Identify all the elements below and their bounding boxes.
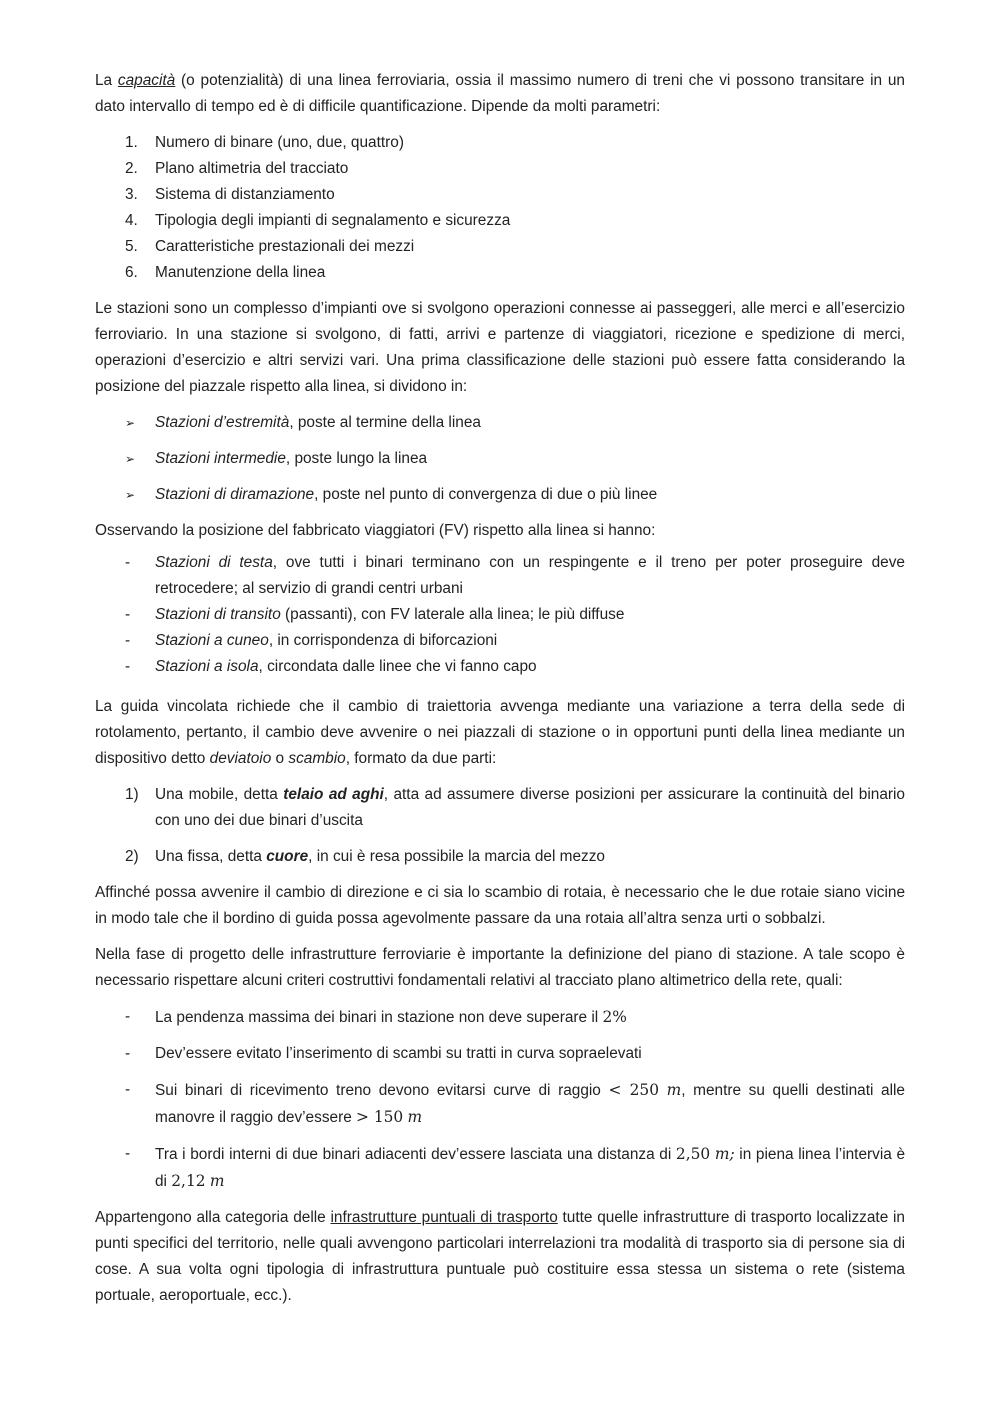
fv-paragraph: Osservando la posizione del fabbricato viaggiatori (FV) rispetto alla linea si hanno: (95, 522, 656, 539)
station-term: Stazioni d’estremità (155, 414, 290, 431)
list-item (95, 410, 905, 436)
text: , formato da due parti: (345, 750, 497, 767)
list-text: La pendenza massima dei binari in stazione non deve superare il (155, 1009, 603, 1026)
direction-change-paragraph: Affinché possa avvenire il cambio di direzione e ci sia lo scambio di rotaia, è necessario che le due rotaie siano vicine in modo tale che il bordino di guida possa agevolmente passare da una rotaia all’altra senza urti o sobbalzi. (95, 884, 905, 927)
list-text: (passanti), con FV laterale alla linea; le più diffuse (280, 606, 625, 623)
design-paragraph: Nella fase di progetto delle infrastrutture ferroviarie è importante la definizione del piano di stazione. A tale scopo è necessario rispettare alcuni criteri costruttivi fondamentali relativi al tracciato plano altimetrico della rete, quali: (95, 946, 905, 989)
switch-parts-list (95, 782, 905, 870)
part-term: telaio ad aghi (283, 786, 384, 803)
text: tutte quelle infrastrutture di trasporto localizzate in punti specifici del territorio, nelle quali avvengono particolari interrelazioni tra modalità di trasporto sia di persone sia di cose. A sua volta ogni tipologia di infrastruttura puntuale può costituire essa stessa un sistema o rete (sistema portuale, aeroportuale, ecc.). (95, 1209, 905, 1304)
list-item (95, 782, 905, 834)
deviatoio-term: deviatoio (209, 750, 272, 767)
list-text: , poste al termine della linea (289, 414, 481, 431)
list-text: , ove tutti i binari terminano con un respingente e il treno per poter proseguire deve retrocedere; al servizio di grandi centri urbani (155, 554, 905, 597)
list-number: 2) (125, 848, 139, 865)
arrow-bullet-icon: ➢ (125, 488, 136, 502)
list-item (95, 182, 905, 208)
list-item (95, 482, 905, 508)
math-unit: m (666, 1081, 682, 1099)
list-text: , atta ad assumere diverse posizioni per assicurare la continuità del binario con uno dei due binari d’uscita (155, 786, 905, 829)
station-position-list (95, 410, 905, 508)
switch-paragraph (95, 694, 905, 772)
math-value: 2,12 (171, 1172, 206, 1190)
list-text: Plano altimetria del tracciato (155, 160, 349, 177)
list-item (95, 550, 905, 602)
station-term: Stazioni di testa (155, 554, 273, 571)
station-term: Stazioni di diramazione (155, 486, 315, 503)
list-text: Sistema di distanziamento (155, 186, 335, 203)
list-item (95, 234, 905, 260)
math-value: < 250 (608, 1081, 659, 1099)
list-item (95, 130, 905, 156)
list-text: Caratteristiche prestazionali dei mezzi (155, 238, 415, 255)
list-item (95, 1077, 905, 1131)
arrow-bullet-icon: ➢ (125, 452, 136, 466)
dash-bullet: - (125, 1081, 131, 1098)
station-term: Stazioni di transito (155, 606, 281, 623)
math-value: 2,50 (675, 1145, 711, 1163)
list-item (95, 844, 905, 870)
math-unit: m (209, 1172, 225, 1190)
math-value: > 150 (356, 1108, 404, 1126)
list-text: Dev’essere evitato l’inserimento di scambi su tratti in curva sopraelevati (155, 1045, 642, 1062)
list-text: Numero di binare (uno, due, quattro) (155, 134, 404, 151)
text: La guida vincolata richiede che il cambio di traiettoria avvenga mediante una variazione a terra della sede di rotolamento, pertanto, il cambio deve avvenire o nei piazzali di stazione o in opportuni punti della linea mediante un dispositivo detto (95, 698, 905, 767)
list-item (95, 208, 905, 234)
list-text: Una fissa, detta (155, 848, 267, 865)
list-item (95, 156, 905, 182)
scambio-term: scambio (288, 750, 346, 767)
text: Appartengono alla categoria delle (95, 1209, 331, 1226)
station-term: Stazioni intermedie (155, 450, 286, 467)
dash-bullet: - (125, 658, 131, 675)
stations-paragraph: Le stazioni sono un complesso d’impianti ove si svolgono operazioni connesse ai passeggeri, alle merci e all’esercizio ferroviario. In una stazione si svolgono, di fatti, arrivi e partenze di viaggiatori, ricezione e spedizione di merci, operazioni d’esercizio e altri servizi vari. Una prima classificazione delle stazioni può essere fatta considerando la posizione del piazzale rispetto alla linea, si dividono in: (95, 300, 905, 395)
capacity-term: capacità (117, 72, 176, 89)
list-text: , mentre su quelli destinati alle manovre il raggio dev’essere (155, 1082, 905, 1126)
text: La (95, 72, 118, 89)
list-text: in piena linea l’intervia è di (155, 1146, 906, 1190)
dash-bullet: - (125, 1045, 131, 1062)
station-term: Stazioni a cuneo (155, 632, 269, 649)
list-text: , in cui è resa possibile la marcia del mezzo (308, 848, 605, 865)
part-term: cuore (266, 848, 309, 865)
dash-bullet: - (125, 554, 131, 571)
list-text: , circondata dalle linee che vi fanno capo (258, 658, 537, 675)
list-text: Tipologia degli impianti di segnalamento e sicurezza (155, 212, 511, 229)
station-fv-list (95, 550, 905, 680)
list-number: 6. (125, 264, 138, 281)
arrow-bullet-icon: ➢ (125, 416, 136, 430)
list-item (95, 260, 905, 286)
list-item (95, 628, 905, 654)
list-text: Una mobile, detta (155, 786, 284, 803)
list-text: Tra i bordi interni di due binari adiacenti dev’essere lasciata una distanza di (155, 1146, 676, 1163)
dash-bullet: - (125, 1145, 131, 1162)
text: o (271, 750, 289, 767)
dash-bullet: - (125, 606, 131, 623)
list-number: 5. (125, 238, 138, 255)
point-infrastructure-paragraph (95, 1205, 905, 1309)
math-unit: m (407, 1108, 423, 1126)
criteria-list (95, 1004, 905, 1195)
underlined-term: infrastrutture puntuali di trasporto (330, 1209, 558, 1226)
list-text: , poste lungo la linea (285, 450, 428, 467)
text: (o potenzialità) di una linea ferroviaria, ossia il massimo numero di treni che vi possono transitare in un dato intervallo di tempo ed è di difficile quantificazione. Dipende da molti parametri: (95, 72, 905, 115)
list-text: , in corrispondenza di biforcazioni (268, 632, 498, 649)
list-item (95, 1141, 905, 1195)
list-number: 3. (125, 186, 138, 203)
list-number: 1. (125, 134, 138, 151)
list-number: 4. (125, 212, 138, 229)
list-text: , poste nel punto di convergenza di due o più linee (314, 486, 658, 503)
list-text: Sui binari di ricevimento treno devono evitarsi curve di raggio (155, 1082, 609, 1099)
list-text: Manutenzione della linea (155, 264, 326, 281)
list-item (95, 602, 905, 628)
list-item (95, 1004, 905, 1031)
document-page (95, 68, 905, 1319)
dash-bullet: - (125, 632, 131, 649)
station-term: Stazioni a isola (155, 658, 259, 675)
list-item (95, 446, 905, 472)
list-item (95, 1041, 905, 1067)
math-unit: m; (714, 1145, 735, 1163)
list-number: 1) (125, 786, 139, 803)
math-value: 2% (602, 1008, 627, 1026)
parameters-list (95, 130, 905, 286)
list-number: 2. (125, 160, 138, 177)
dash-bullet: - (125, 1008, 131, 1025)
list-item (95, 654, 905, 680)
capacity-paragraph (95, 68, 905, 120)
